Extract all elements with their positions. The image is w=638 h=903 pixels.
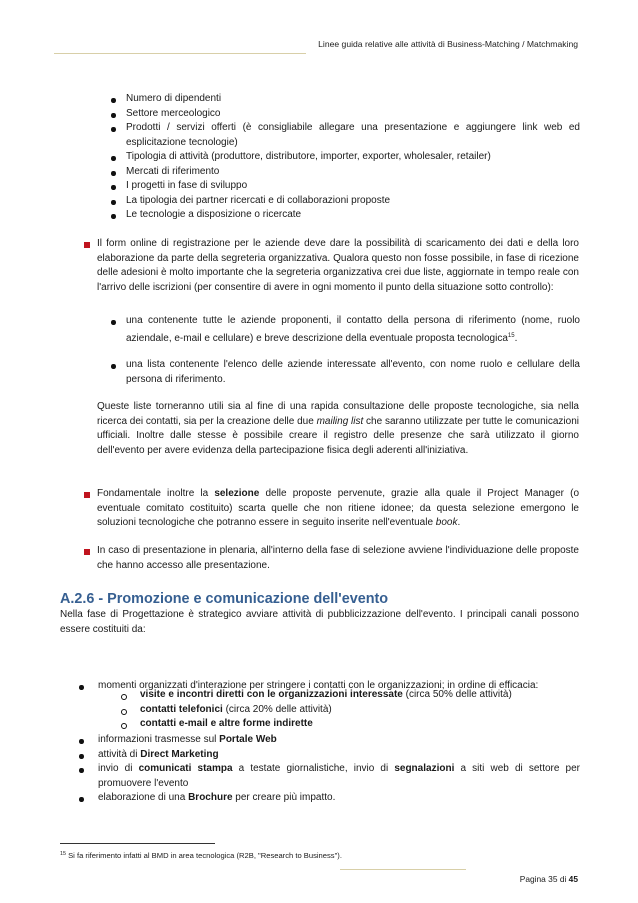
paragraph-plenary: In caso di presentazione in plenaria, all'interno della fase di selezione avviene l'individuazione delle proposte che hanno accesso alle presentazione.: [97, 545, 579, 571]
sub-list-item: contatti e-mail e altre forme indirette: [140, 718, 313, 729]
sub-list-item: visite e incontri diretti con le organizzazioni interessate (circa 50% delle attività): [140, 689, 512, 700]
list-item: Le tecnologie a disposizione o ricercate: [126, 209, 302, 220]
bullet-dot: [111, 320, 116, 325]
list-item: una contenente tutte le aziende proponenti, il contatto della persona di riferimento (nome, ruolo aziendale, e-mail e cellulare) e breve descrizione della eventuale proposta tecnologica$^{15}$.: [126, 315, 580, 344]
page-number: Pagina 35 di 45: [519, 874, 578, 884]
bullet-dot: [79, 685, 84, 690]
red-square-bullet: [84, 492, 90, 498]
bullet-dot: [79, 768, 84, 773]
footnote: $^{15}$ Si fa riferimento infatti al BMD in area tecnologica (R2B, "Research to Business").: [60, 851, 342, 860]
list-item: La tipologia dei partner ricercati e di collaborazioni proposte: [126, 195, 391, 206]
bullet-dot: [111, 214, 116, 219]
footnote-ref: 15: [507, 332, 515, 339]
list-item: Mercati di riferimento: [126, 166, 220, 177]
bullet-dot: [111, 127, 116, 132]
sub-list-item: contatti telefonici (circa 20% delle attività): [140, 704, 332, 715]
list-item: informazioni trasmesse sul Portale Web: [98, 734, 277, 745]
bullet-dot: [111, 185, 116, 190]
list-item: Tipologia di attività (produttore, distributore, importer, exporter, wholesaler, retailer): [126, 151, 491, 162]
list-item: attività di Direct Marketing: [98, 749, 219, 760]
paragraph-registration-form: Il form online di registrazione per le aziende deve dare la possibilità di scaricamento dei dati e della loro elaborazione da parte della segreteria organizzativa. Qualora questo non fosse possibile, in fase di ricezione delle adesioni è molto importante che la segreteria organizzativa crei due liste, aggiornate in tempo reale con l'arrivo delle iscrizioni (per consentire di avere in ogni momento il punto della situazione sotto controllo):: [97, 238, 579, 293]
list-item: Numero di dipendenti: [126, 93, 222, 104]
footnote-rule: [60, 843, 215, 844]
bullet-dot: [111, 156, 116, 161]
list-item: invio di comunicati stampa a testate giornalistiche, invio di segnalazioni a siti web di settore per promuovere l'evento: [98, 763, 580, 789]
bullet-dot: [111, 364, 116, 369]
circle-bullet: [121, 709, 127, 715]
paragraph-lists-usage: Queste liste torneranno utili sia al fine di una rapida consultazione delle proposte tecnologiche, sia nella ricerca dei contatti, sia per la creazione delle due mailing list che saranno utilizzate per tutte le comunicazioni ufficiali. Inoltre dalle stesse è possibile creare il registro delle presenze che sarà utilizzato il giorno dell'evento per avere evidenza della partecipazione fisica degli aderenti all'iniziativa.: [97, 401, 579, 456]
running-header: Linee guida relative alle attività di Business-Matching / Matchmaking: [318, 39, 578, 49]
section-heading: A.2.6 - Promozione e comunicazione dell'evento: [60, 591, 389, 607]
list-item: elaborazione di una Brochure per creare più impatto.: [98, 792, 336, 803]
list-item: momenti organizzati d'interazione per stringere i contatti con le organizzazioni; in ordine di efficacia:: [98, 680, 539, 691]
circle-bullet: [121, 694, 127, 700]
bullet-dot: [111, 98, 116, 103]
bullet-dot: [79, 754, 84, 759]
list-item: una lista contenente l'elenco delle aziende interessate all'evento, con nome ruolo e cellulare della persona di riferimento.: [126, 359, 580, 385]
red-square-bullet: [84, 242, 90, 248]
bullet-dot: [111, 113, 116, 118]
header-rule: [54, 53, 306, 54]
circle-bullet: [121, 723, 127, 729]
bullet-dot: [111, 171, 116, 176]
bullet-dot: [111, 200, 116, 205]
bullet-dot: [79, 797, 84, 802]
red-square-bullet: [84, 549, 90, 555]
list-item: Settore merceologico: [126, 108, 221, 119]
bullet-dot: [79, 739, 84, 744]
paragraph-selection: Fondamentale inoltre la selezione delle proposte pervenute, grazie alla quale il Project Manager (o eventuale comitato costituito) scarta quelle che non ritiene idonee; da questa selezione emergono le soluzioni tecnologiche che potranno essere in seguito inserite nell'eventuale book.: [97, 488, 580, 529]
section-intro: Nella fase di Progettazione è strategico avviare attività di pubblicizzazione dell'evento. I principali canali possono essere costituiti da:: [60, 609, 579, 635]
list-item: I progetti in fase di sviluppo: [126, 180, 248, 191]
list-item: Prodotti / servizi offerti (è consigliabile allegare una presentazione e aggiungere link web ed esplicitazione tecnologie): [126, 122, 580, 148]
footer-rule: [340, 869, 466, 870]
